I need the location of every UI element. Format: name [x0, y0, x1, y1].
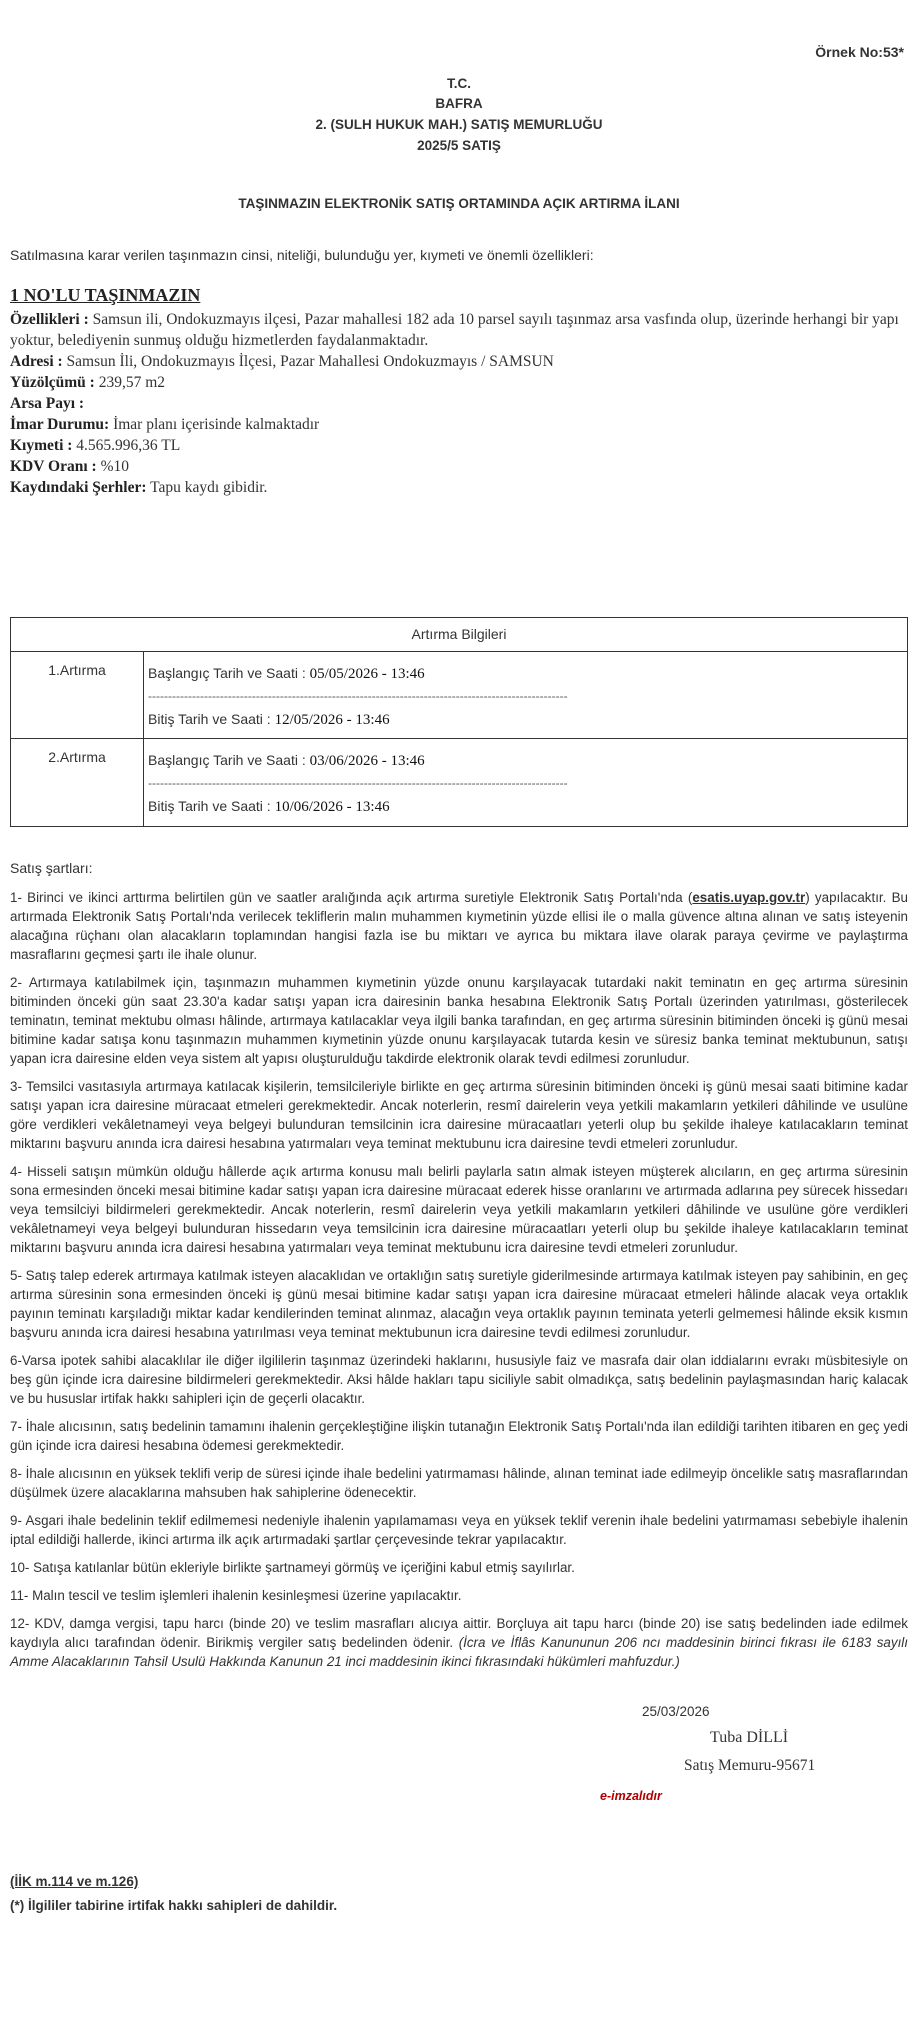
property-address — [10, 351, 908, 372]
term-5: 5- Satış talep ederek artırmaya katılmak isteyen alacaklıdan ve ortaklığın satış suretiyle giderilmesinde artırmaya katılmak isteyen pay sahibinin, en geç artırma süresinin sona ermesinden önceki iş günü mesai bitimine kadar satışı yapan icra dairesine müracaat etmeleri hâlinde alacak veya ortaklık payının teminatı karşıladığı miktar kadar kendilerinden teminat alınmaz, alacağın veya ortaklık payının teminata yeterli gelmemesi hâlinde eksik kısmın başvuru anında icra dairesi hesabına yatırılması veya teminat mektubunun icra dairesine tevdi edilmesi zorunludur. — [10, 1268, 908, 1340]
term-1 — [10, 888, 908, 964]
property-details — [10, 309, 908, 498]
property-features — [10, 309, 908, 351]
auction-row-dates — [144, 739, 907, 826]
sample-number: Örnek No:53* — [815, 44, 904, 60]
term-8: 8- İhale alıcısının en yüksek teklifi verip de süresi içinde ihale bedelini yatırmaması hâlinde, alınan teminat iade edilmeyip öncelikle satış masraflarından düşülmek üzere alacaklarına mahsuben hak sahiplerine ödenecektir. — [10, 1466, 908, 1500]
term-11: 11- Malın tescil ve teslim işlemleri ihalenin kesinleşmesi üzerine yapılacaktır. — [10, 1588, 462, 1603]
intro-text: Satılmasına karar verilen taşınmazın cinsi, niteliği, bulunduğu yer, kıymeti ve önemli özellikleri: — [10, 247, 594, 263]
signer-title: Satış Memuru-95671 — [684, 1757, 816, 1774]
start-label: Başlangıç Tarih ve Saati : — [148, 665, 306, 681]
term-12-text: 12- KDV, damga vergisi, tapu harcı (binde 20) ve teslim masrafları alıcıya aittir. Borçluya ait tapu harcı (binde 20) ise satış bedelinden iade edilmek kaydıyla alıcı tarafından ödenir. Birikmiş vergiler satış bedelinden ödenir. — [10, 1616, 908, 1650]
term-4: 4- Hisseli satışın mümkün olduğu hâllerde açık artırma konusu malı belirli paylarla satın almak isteyen müşterek alıcıların, en geç artırma süresinin sona ermesinden önceki mesai bitimine kadar satışı yapan icra dairesine müracaat ederek hisse oranlarını ve artırmada adlarına pey sürecek hissedarı veya temsilciyi bildirmeleri gerekmektedir. Ancak noterlerin, resmî dairelerin veya yetkili makamların yetkileri dâhilinde ve usulüne göre verdikleri vekâletnameyi veya belgeyi bulunduran hissedarın veya temsilcinin icra dairesine müracaatları yeterli olup bu şekilde ihaleye katılacakların teminat miktarını başvuru anında icra dairesi hesabına yatırmaları veya teminat mektubunu icra dairesine tevdi etmeleri zorunludur. — [10, 1164, 908, 1255]
term-1-text-b: ) yapılacaktır. Bu artırmada Elektronik Satış Portalı'nda verilecek tekliflerin malın muhammen kıymetinin yüzde ellisi ile o malla güvence altına alınan ve satış isteyenin alacağına rüçhanı olan alacakların toplamından hangisi fazla ise bu miktarı ve ayrıca bu miktara ilave olarak paraya çevirme ve paylaştırma masraflarını geçmesi şartı ile ihale olunur. — [10, 890, 908, 962]
property-zoning — [10, 414, 908, 435]
term-12 — [10, 1614, 908, 1671]
value-label: Kıymeti : — [10, 437, 73, 454]
header-file-number: 2025/5 SATIŞ — [417, 138, 501, 153]
address-label: Adresi : — [10, 353, 63, 370]
e-signature-mark: e-imzalıdır — [600, 1789, 662, 1803]
document-title: TAŞINMAZIN ELEKTRONİK SATIŞ ORTAMINDA AÇIK ARTIRMA İLANI — [238, 196, 680, 211]
end-value: 12/05/2026 - 13:46 — [274, 712, 390, 728]
term-6: 6-Varsa ipotek sahibi alacaklılar ile diğer ilgililerin taşınmaz üzerindeki haklarını, hususiyle faiz ve masrafa dair olan iddialarını evrakı müsbitesiyle on beş gün içinde icra dairesine bildirmeleri gerekmektedir. Aksi hâlde hakları tapu siciliyle sabit olmadıkça, satış bedelinin paylaşmasından hariç kalacak ve bu hususlar irtifak hakkı sahipleri için de geçerli olacaktır. — [10, 1353, 908, 1406]
auction-end — [148, 795, 907, 817]
auction-row-label: 2.Artırma — [11, 739, 144, 826]
auction-row-label: 1.Artırma — [11, 652, 144, 738]
start-value: 05/05/2026 - 13:46 — [309, 666, 425, 682]
property-value — [10, 435, 908, 456]
address-value: Samsun İli, Ondokuzmayıs İlçesi, Pazar Mahallesi Ondokuzmayıs / SAMSUN — [66, 353, 554, 370]
term-12-note: (İcra ve İflâs Kanununun 206 ncı maddesinin birinci fıkrası ile 6183 sayılı Amme Alacaklarının Tahsil Usulü Hakkında Kanunun 21 inci maddesinin ikinci fıkrasındaki hükümleri mahfuzdur.) — [10, 1635, 908, 1669]
property-annotations — [10, 477, 908, 498]
end-value: 10/06/2026 - 13:46 — [274, 799, 390, 815]
auction-start — [148, 749, 907, 771]
header-office: 2. (SULH HUKUK MAH.) SATIŞ MEMURLUĞU — [315, 117, 603, 132]
value-amount: 4.565.996,36 TL — [76, 437, 181, 454]
auction-row-dates — [144, 652, 907, 738]
end-label: Bitiş Tarih ve Saati : — [148, 711, 271, 727]
property-title: 1 NO'LU TAŞINMAZIN — [10, 285, 201, 305]
area-label: Yüzölçümü : — [10, 374, 95, 391]
sale-terms — [10, 888, 908, 1680]
auction-table-title: Artırma Bilgileri — [11, 618, 907, 652]
area-value: 239,57 m2 — [98, 374, 166, 391]
property-land-share — [10, 393, 908, 414]
annotations-label: Kaydındaki Şerhler: — [10, 479, 147, 496]
term-7: 7- İhale alıcısının, satış bedelinin tamamını ihalenin gerçekleştiğine ilişkin tutanağın Elektronik Satış Portalı'nda ilan edildiği tarihten itibaren en geç yedi gün içinde icra dairesi hesabına ödemesi gerekmektedir. — [10, 1419, 908, 1453]
term-3: 3- Temsilci vasıtasıyla artırmaya katılacak kişilerin, temsilcileriyle birlikte en geç artırma süresinin bitiminden önceki iş günü mesai saati bitimine kadar satışı yapan icra dairesine müracaat etmeleri gerekmektedir. Ancak noterlerin, resmî dairelerin veya yetkili makamların yetkileri dâhilinde ve usulüne göre verdikleri vekâletnameyi veya belgeyi bulunduran temsilcinin icra dairesine müracaatları yeterli olup bu şekilde ihaleye katılacakların teminat miktarını başvuru anında icra dairesi hesabına yatırmaları veya teminat mektubunu icra dairesine tevdi etmeleri zorunludur. — [10, 1079, 908, 1151]
sale-terms-heading: Satış şartları: — [10, 860, 93, 876]
start-label: Başlangıç Tarih ve Saati : — [148, 752, 306, 768]
term-9: 9- Asgari ihale bedelinin teklif edilmemesi nedeniyle ihalenin yapılamaması veya en yüksek teklif verenin ihale bedelini yatırmaması sebebiyle ihalenin iptal edildiği hallerde, ikinci artırma ilk açık artırmadaki şartlar çerçevesinde tekrar yapılacaktır. — [10, 1513, 908, 1547]
property-vat — [10, 456, 908, 477]
law-reference: (İİK m.114 ve m.126) — [10, 1874, 139, 1889]
auction-row-2 — [11, 738, 907, 826]
footnote: (*) İlgililer tabirine irtifak hakkı sahipleri de dahildir. — [10, 1898, 338, 1913]
annotations-value: Tapu kaydı gibidir. — [150, 479, 268, 496]
zoning-value: İmar planı içerisinde kalmaktadır — [113, 416, 320, 433]
term-1-text-a: 1- Birinci ve ikinci arttırma belirtilen gün ve saatler aralığında açık artırma suretiyle Elektronik Satış Portalı'nda ( — [10, 890, 693, 905]
land-share-label: Arsa Payı : — [10, 395, 85, 412]
property-area — [10, 372, 908, 393]
row-separator: --------------------------------------------------------------------------------------------------------- — [148, 776, 568, 790]
row-separator: --------------------------------------------------------------------------------------------------------- — [148, 689, 568, 703]
signer-name: Tuba DİLLİ — [710, 1729, 789, 1746]
header-tc: T.C. — [446, 76, 471, 91]
esatis-link[interactable]: esatis.uyap.gov.tr — [692, 890, 806, 905]
auction-end — [148, 708, 907, 730]
header-city: BAFRA — [435, 96, 483, 111]
term-10: 10- Satışa katılanlar bütün ekleriyle birlikte şartnameyi görmüş ve içeriğini kabul etmiş sayılırlar. — [10, 1560, 575, 1575]
features-value: Samsun ili, Ondokuzmayıs ilçesi, Pazar mahallesi 182 ada 10 parsel sayılı taşınmaz arsa vasfında olup, üzerinde herhangi bir yapı yoktur, belediyenin sunmuş olduğu hizmetlerden faydalanmaktadır. — [10, 311, 899, 349]
zoning-label: İmar Durumu: — [10, 416, 110, 433]
auction-row-1 — [11, 652, 907, 738]
end-label: Bitiş Tarih ve Saati : — [148, 798, 271, 814]
auction-start — [148, 662, 907, 684]
vat-value: %10 — [100, 458, 129, 475]
term-2: 2- Artırmaya katılabilmek için, taşınmazın muhammen kıymetinin yüzde onunu karşılayacak tutardaki nakit teminatın en geç artırma süresinin bitiminden önceki gün saat 23.30'a kadar satışı yapan icra dairesinin banka hesabına Elektronik Satış Portalı üzerinden yatırılması, gösterilecek teminatın, teminat mektubu olması hâlinde, artırmaya katılacaklar veya ilgili banka tarafından, en geç artırma süresinin bitiminden önceki iş günü mesai bitimine kadar satışa konu taşınmazın muhammen kıymetinin yüzde onunu karşılayacak tutarda kesin ve süresiz banka teminat mektubunun, satışı yapan icra dairesine elden veya sistem alt yapısı oluşturulduğu takdirde elektronik olarak tevdi edilmesi zorunludur. — [10, 975, 908, 1066]
start-value: 03/06/2026 - 13:46 — [309, 753, 425, 769]
signature-date: 25/03/2026 — [642, 1704, 710, 1719]
vat-label: KDV Oranı : — [10, 458, 97, 475]
features-label: Özellikleri : — [10, 311, 89, 328]
auction-info-table — [10, 617, 908, 827]
